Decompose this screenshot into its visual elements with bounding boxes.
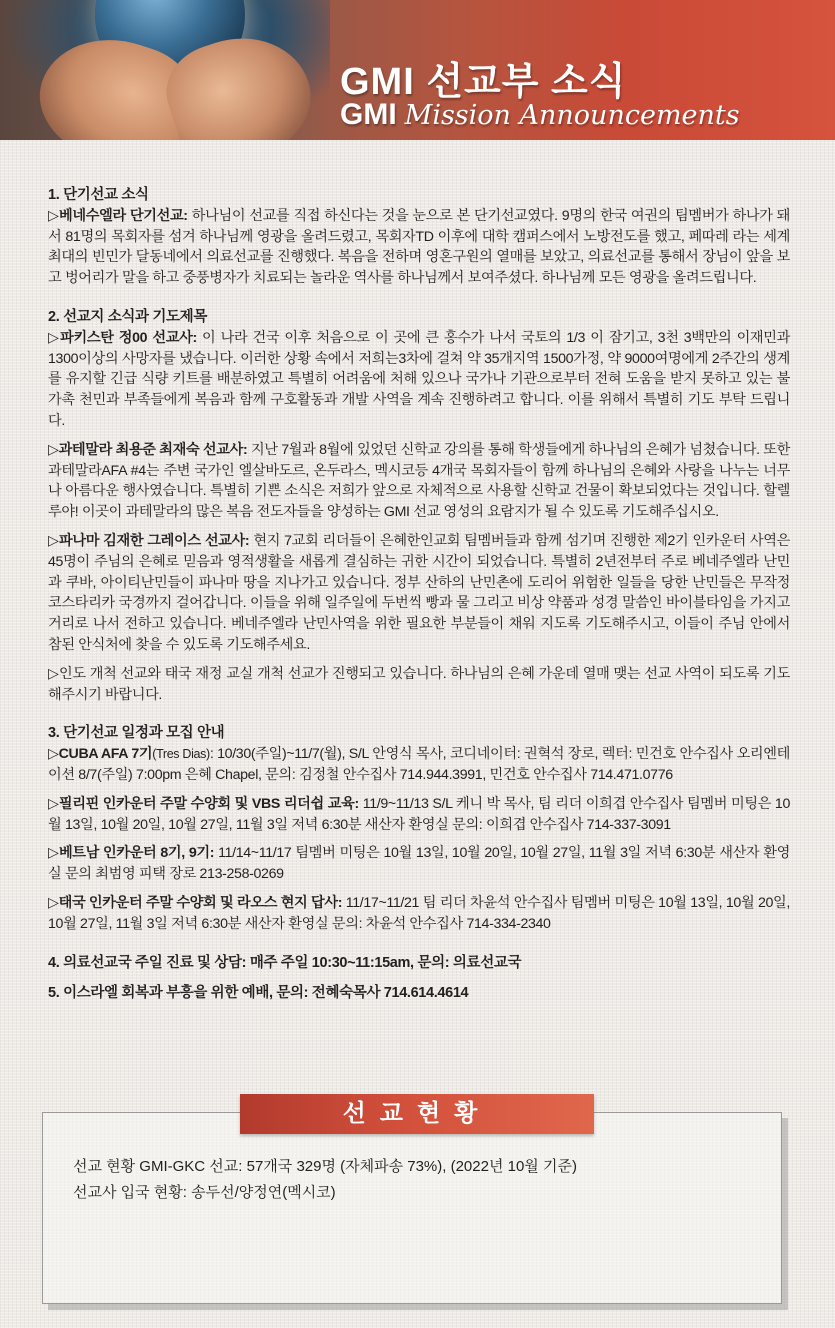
para-text: 11/9~11/13 S/L 케니 박 목사, 팀 리더 이희겹 안수집사 팀멤버 미팅은 10월 13일, 10월 20일, 10월 27일, 11월 3일 저녁 6:30분 새산자 환영실 문의: 이희겹 안수집사 714-337-3091 [48, 795, 790, 833]
para-text: 11/17~11/21 팀 리더 차윤석 안수집사 팀멤버 미팅은 10월 13일, 10월 20일, 10월 27일, 11월 3일 저녁 6:30분 새산자 환영실 문의: 차윤석 안수집사 714-334-2340 [48, 894, 790, 932]
para-lead: ▷필리핀 인카운터 주말 수양회 및 VBS 리더쉽 교육: [48, 795, 359, 812]
hands-globe-image [0, 0, 330, 140]
para-text: 지난 7월과 8월에 있었던 신학교 강의를 통해 학생들에게 하나님의 은혜가 넘쳤습니다. 또한 과테말라AFA #4는 주변 국가인 엘살바도르, 온두라스, 멕시코등 4개국 목회자들이 함께 하나님의 은혜와 사랑을 나누는 너무나 아름다운 행사였습니다. 특별히 기쁜 소식은 저희가 앞으로 자체적으로 사용할 신학교 건물이 확보되었다는 것입니다. 할렐루야! 이곳이 과테말라의 많은 복음 전도자들을 양성하는 GMI 선교 영성의 요람지가 될 수 있도록 기도해주십시오. [48, 441, 790, 521]
para-lead: ▷파키스탄 정00 선교사: [48, 329, 197, 346]
para-text: : 10/30(주일)~11/7(월), S/L 안영식 목사, 코디네이터: 권혁석 장로, 렉터: 민건호 안수집사 오리엔테이션 8/7(주일) 7:00pm 은혜 Chapel, 문의: 김정철 안수집사 714.944.3991, 민건호 안수집사 714.471.0776 [48, 746, 790, 783]
subtitle-script: Mission Announcements [404, 100, 740, 131]
section-2-paragraph-india-thailand: ▷인도 개척 선교와 태국 재정 교실 개척 선교가 진행되고 있습니다. 하나님의 은혜 가운데 열매 맺는 선교 사역이 되도록 기도해주시기 바랍니다. [48, 665, 790, 703]
section-3-paragraph-vietnam [48, 843, 790, 885]
status-line-2: 선교사 입국 현황: 송두선/양정연(멕시코) [73, 1184, 336, 1201]
section-5-title: 5. 이스라엘 회복과 부흥을 위한 예배, 문의: 전혜숙목사 714.614.4614 [48, 985, 469, 1002]
section-1-paragraph [48, 206, 790, 289]
para-text: 11/14~11/17 팀멤버 미팅은 10월 13일, 10월 20일, 10월 27일, 11월 3일 저녁 6:30분 새산자 환영실 문의 최범영 피택 장로 213-258-0269 [48, 845, 790, 883]
para-text: 현지 7교회 리더들이 은혜한인교회 팀멤버들과 함께 섬기며 진행한 제2기 인카운터 사역은 45명이 주님의 은혜로 믿음과 영적생활을 새롭게 결심하는 귀한 시간이 되었습니다. 특별히 2년전부터 주로 베네주엘라 난민과 쿠바, 아이티난민들이 파나마 땅을 지나가고 있습니다. 정부 산하의 난민촌에 도리어 위험한 일들을 당한 난민들은 무작정 코스타리카 국경까지 걸어갑니다. 이들을 위해 일주일에 두번씩 빵과 물 그리고 비상 약품과 성경 말씀인 바이블타임을 가지고 거리로 나서 전하고 있습니다. 베네주엘라 난민사역을 위한 필요한 부분들이 채워 지도록 기도해주시고, 이들이 주님 안에서 참된 안식처에 찾을 수 있도록 기도해주세요. [48, 532, 790, 653]
para-paren: (Tres Dias) [152, 747, 210, 762]
para-lead: ▷베트남 인카운터 8기, 9기: [48, 845, 215, 862]
mission-status-box [42, 1112, 782, 1304]
section-3-paragraph-thailand [48, 893, 790, 935]
para-lead: ▷과테말라 최용준 최재숙 선교사: [48, 441, 248, 458]
para-text: 이 나라 건국 이후 처음으로 이 곳에 큰 홍수가 나서 국토의 1/3 이 잠기고, 3천 3백만의 이재민과 1300이상의 사망자를 냈습니다. 이러한 상황 속에서 저희는3차에 걸쳐 약 35개지역 1500가정, 약 9000여명에게 2주간의 생계를 유지할 긴급 식량 키트를 배분하였고 특별히 어려움에 처해 있으나 국가나 기관으로부터 전혀 도움을 받지 못하고 있는 불가촉 천민과 부족들에게 복음과 함께 구호활동과 개발 사역을 계속 진행하려고 합니다. 이를 위해서 특별히 기도 부탁 드립니다. [48, 329, 790, 429]
status-line-1: 선교 현황 GMI-GKC 선교: 57개국 329명 (자체파송 73%), (2022년 10월 기준) [73, 1158, 577, 1175]
section-2-title: 2. 선교지 소식과 기도제목 [48, 308, 207, 325]
subtitle-prefix: GMI [340, 98, 397, 131]
para-lead: ▷베네수엘라 단기선교: [48, 207, 188, 224]
page-title: GMI 선교부 소식 [340, 61, 627, 103]
announcements-body [48, 185, 790, 1004]
para-lead: ▷CUBA AFA 7기 [48, 746, 153, 763]
section-3-paragraph-philippines [48, 794, 790, 836]
section-2-paragraph-panama [48, 531, 790, 656]
para-lead: ▷태국 인카운터 주말 수양회 및 라오스 현지 답사: [48, 894, 343, 911]
mission-status-banner: 선교현황 [240, 1094, 594, 1134]
section-1-title: 1. 단기선교 소식 [48, 187, 149, 203]
section-3-paragraph-cuba [48, 744, 790, 786]
para-lead: ▷파나마 김재한 그레이스 선교사: [48, 532, 250, 549]
page-subtitle [340, 98, 740, 132]
section-2-paragraph-guatemala [48, 440, 790, 523]
para-text: 하나님이 선교를 직접 하신다는 것을 눈으로 본 단기선교였다. 9명의 한국 여권의 팀멤버가 하나가 돼서 81명의 목회자를 섬겨 하나님께 영광을 올려드렸고, 목회자TD 이후에 대학 캠퍼스에서 노방전도를 했고, 페따레 라는 세계 최대의 빈민가 달동네에서 의료선교를 진행했다. 복음을 전하며 영혼구원의 열매를 보았고, 의료선교를 통해서 장님이 앞을 보고 벙어리가 말을 하고 중풍병자가 치료되는 놀라운 역사를 하나님께서 보여주셨다. 하나님께 모든 영광을 올려드립니다. [48, 207, 790, 287]
section-4-title: 4. 의료선교국 주일 진료 및 상담: 매주 주일 10:30~11:15am, 문의: 의료선교국 [48, 954, 522, 971]
section-2-paragraph-pakistan [48, 328, 790, 432]
header-banner [0, 0, 835, 140]
section-3-title: 3. 단기선교 일정과 모집 안내 [48, 725, 225, 742]
